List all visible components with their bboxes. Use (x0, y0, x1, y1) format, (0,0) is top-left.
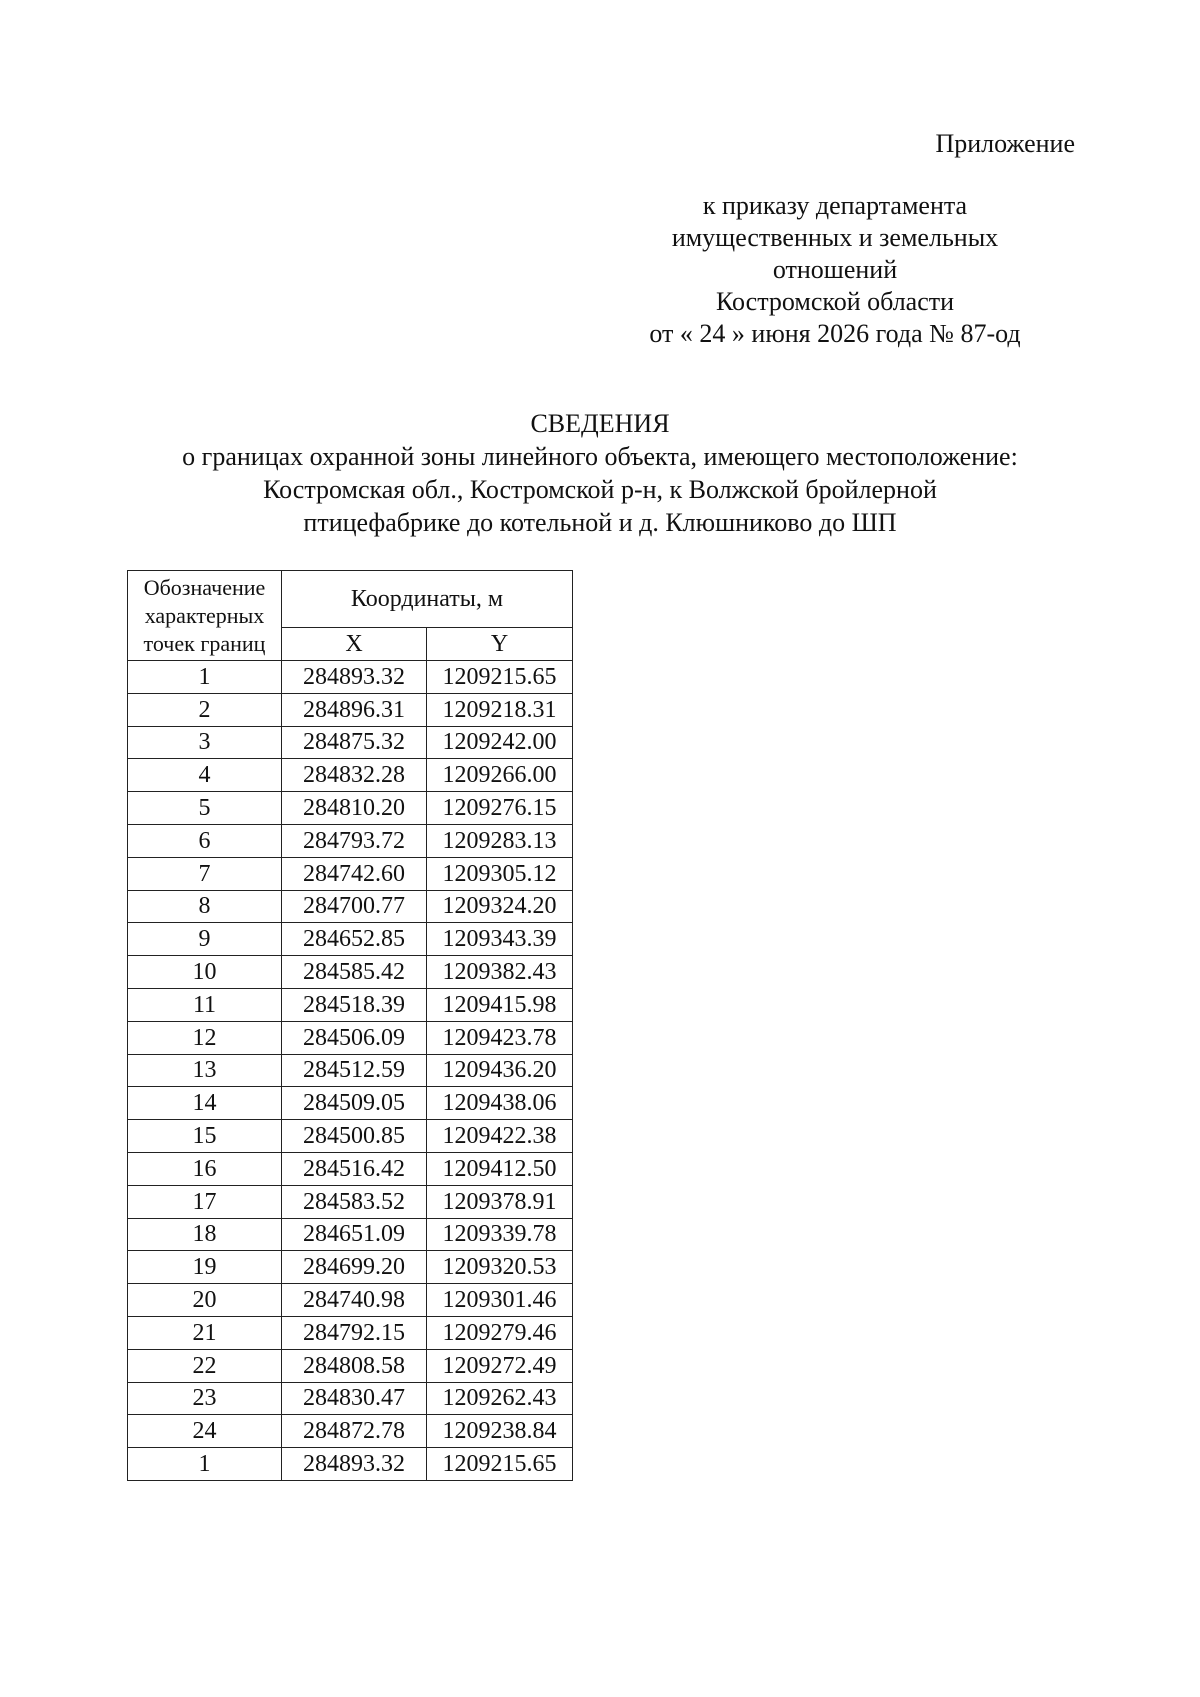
cell-point: 1 (128, 661, 282, 694)
cell-point: 21 (128, 1316, 282, 1349)
cell-x: 284792.15 (282, 1316, 427, 1349)
cell-y: 1209242.00 (427, 726, 573, 759)
table-row (128, 759, 573, 792)
cell-point: 19 (128, 1251, 282, 1284)
cell-x: 284875.32 (282, 726, 427, 759)
appendix-title: Приложение (935, 129, 1075, 158)
header-point-designation: Обозначение характерных точек границ (128, 571, 282, 661)
cell-x: 284516.42 (282, 1152, 427, 1185)
cell-y: 1209238.84 (427, 1415, 573, 1448)
order-line: к приказу департамента (702, 191, 968, 220)
header-x: X (282, 628, 427, 661)
table-row (128, 1218, 573, 1251)
cell-y: 1209436.20 (427, 1054, 573, 1087)
order-line: Костромской области (715, 287, 955, 316)
cell-y: 1209215.65 (427, 1448, 573, 1481)
cell-point: 17 (128, 1185, 282, 1218)
cell-y: 1209343.39 (427, 923, 573, 956)
cell-point: 7 (128, 857, 282, 890)
cell-point: 18 (128, 1218, 282, 1251)
cell-y: 1209339.78 (427, 1218, 573, 1251)
cell-point: 13 (128, 1054, 282, 1087)
cell-y: 1209305.12 (427, 857, 573, 890)
cell-x: 284830.47 (282, 1382, 427, 1415)
cell-x: 284651.09 (282, 1218, 427, 1251)
cell-point: 15 (128, 1120, 282, 1153)
cell-x: 284652.85 (282, 923, 427, 956)
cell-y: 1209412.50 (427, 1152, 573, 1185)
cell-point: 23 (128, 1382, 282, 1415)
order-line: отношений (772, 255, 898, 284)
cell-y: 1209320.53 (427, 1251, 573, 1284)
cell-y: 1209422.38 (427, 1120, 573, 1153)
cell-y: 1209415.98 (427, 988, 573, 1021)
heading-line: птицефабрике до котельной и д. Клюшниково до ШП (303, 508, 897, 537)
heading-line: Костромская обл., Костромской р-н, к Волжской бройлерной (263, 475, 937, 504)
cell-y: 1209279.46 (427, 1316, 573, 1349)
cell-y: 1209283.13 (427, 824, 573, 857)
cell-point: 9 (128, 923, 282, 956)
cell-x: 284509.05 (282, 1087, 427, 1120)
order-reference (620, 190, 1050, 350)
table-row (128, 1382, 573, 1415)
cell-y: 1209266.00 (427, 759, 573, 792)
table-row (128, 857, 573, 890)
cell-x: 284500.85 (282, 1120, 427, 1153)
table-row (128, 923, 573, 956)
cell-y: 1209215.65 (427, 661, 573, 694)
table-row (128, 693, 573, 726)
cell-y: 1209272.49 (427, 1349, 573, 1382)
order-line: имущественных и земельных (671, 223, 999, 252)
table-row (128, 726, 573, 759)
cell-x: 284506.09 (282, 1021, 427, 1054)
cell-x: 284699.20 (282, 1251, 427, 1284)
table-row (128, 1021, 573, 1054)
cell-point: 5 (128, 792, 282, 825)
table-row (128, 1251, 573, 1284)
cell-point: 24 (128, 1415, 282, 1448)
coordinates-table (127, 570, 573, 1481)
table-header-row (128, 571, 573, 628)
cell-y: 1209438.06 (427, 1087, 573, 1120)
cell-point: 22 (128, 1349, 282, 1382)
header-y: Y (427, 628, 573, 661)
cell-x: 284832.28 (282, 759, 427, 792)
cell-point: 2 (128, 693, 282, 726)
table-body (128, 661, 573, 1481)
table-row (128, 1448, 573, 1481)
table-row (128, 1316, 573, 1349)
cell-y: 1209262.43 (427, 1382, 573, 1415)
cell-point: 1 (128, 1448, 282, 1481)
document-heading (100, 407, 1100, 539)
table-row (128, 1284, 573, 1317)
cell-x: 284512.59 (282, 1054, 427, 1087)
table-row (128, 1087, 573, 1120)
cell-x: 284872.78 (282, 1415, 427, 1448)
cell-point: 3 (128, 726, 282, 759)
cell-x: 284793.72 (282, 824, 427, 857)
cell-point: 4 (128, 759, 282, 792)
cell-x: 284740.98 (282, 1284, 427, 1317)
cell-y: 1209382.43 (427, 956, 573, 989)
cell-y: 1209276.15 (427, 792, 573, 825)
cell-x: 284583.52 (282, 1185, 427, 1218)
cell-y: 1209301.46 (427, 1284, 573, 1317)
cell-point: 14 (128, 1087, 282, 1120)
table-row (128, 1349, 573, 1382)
cell-y: 1209218.31 (427, 693, 573, 726)
table-row (128, 988, 573, 1021)
cell-x: 284896.31 (282, 693, 427, 726)
table-header (128, 571, 573, 661)
heading-line: о границах охранной зоны линейного объекта, имеющего местоположение: (182, 442, 1018, 471)
table-row (128, 1120, 573, 1153)
table-row (128, 890, 573, 923)
table-row (128, 792, 573, 825)
cell-x: 284700.77 (282, 890, 427, 923)
cell-point: 11 (128, 988, 282, 1021)
cell-y: 1209423.78 (427, 1021, 573, 1054)
table-row (128, 661, 573, 694)
cell-point: 16 (128, 1152, 282, 1185)
cell-y: 1209324.20 (427, 890, 573, 923)
cell-y: 1209378.91 (427, 1185, 573, 1218)
order-date-number: от « 24 » июня 2026 года № 87-од (649, 319, 1021, 348)
cell-x: 284518.39 (282, 988, 427, 1021)
cell-x: 284585.42 (282, 956, 427, 989)
cell-point: 20 (128, 1284, 282, 1317)
cell-point: 10 (128, 956, 282, 989)
table-row (128, 956, 573, 989)
cell-x: 284893.32 (282, 1448, 427, 1481)
cell-point: 8 (128, 890, 282, 923)
heading-title: СВЕДЕНИЯ (530, 409, 670, 438)
cell-point: 12 (128, 1021, 282, 1054)
cell-x: 284808.58 (282, 1349, 427, 1382)
table-row (128, 1152, 573, 1185)
table-row (128, 824, 573, 857)
cell-x: 284893.32 (282, 661, 427, 694)
table-row (128, 1185, 573, 1218)
table-row (128, 1054, 573, 1087)
cell-x: 284810.20 (282, 792, 427, 825)
cell-point: 6 (128, 824, 282, 857)
table-row (128, 1415, 573, 1448)
cell-x: 284742.60 (282, 857, 427, 890)
header-coordinates: Координаты, м (282, 571, 573, 628)
